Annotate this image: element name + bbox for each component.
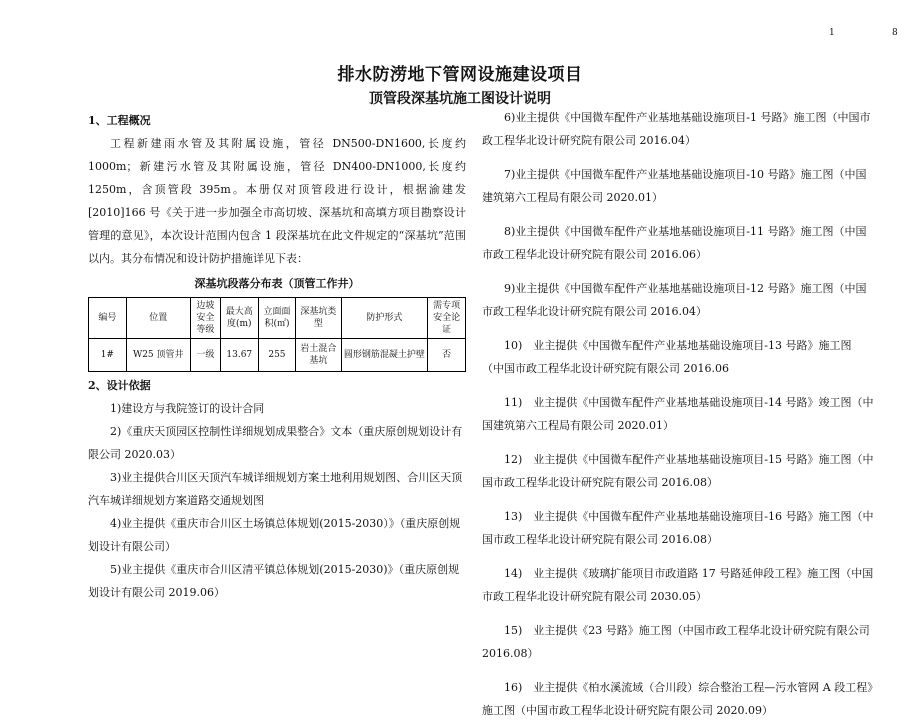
reference-item: 1)建设方与我院签订的设计合同 xyxy=(110,402,265,415)
section-1-heading: 1、工程概况 xyxy=(88,114,151,127)
reference-item: 14) 业主提供《玻璃扩能项目市政道路 17 号路延伸段工程》施工图（中国市政工程华北设计研究院有限公司 2030.05） xyxy=(482,567,874,603)
reference-item: 13) 业主提供《中国微车配件产业基地基础设施项目-16 号路》施工图（中国市政工程华北设计研究院有限公司 2016.08） xyxy=(482,510,874,546)
table-caption: 深基坑段落分布表（顶管工作井） xyxy=(194,277,360,290)
table-cell: 岩土混合基坑 xyxy=(296,339,341,372)
section-2-heading: 2、设计依据 xyxy=(88,379,151,392)
reference-item: 6)业主提供《中国微车配件产业基地基础设施项目-1 号路》施工图（中国市政工程华北设计研究院有限公司 2016.04） xyxy=(482,111,871,147)
table-cell: 圆形钢筋混凝土护壁 xyxy=(341,339,428,372)
document-subtitle: 顶管段深基坑施工图设计说明 xyxy=(369,91,551,107)
right-column xyxy=(482,106,874,722)
table-header-cell: 立面面积(㎡) xyxy=(258,298,296,339)
reference-item: 9)业主提供《中国微车配件产业基地基础设施项目-12 号路》施工图（中国市政工程华北设计研究院有限公司 2016.04） xyxy=(482,282,867,318)
table-cell: 255 xyxy=(258,339,296,372)
table-header-cell: 边坡安全等级 xyxy=(190,298,220,339)
table-cell: 一级 xyxy=(190,339,220,372)
table-cell: W25 顶管井 xyxy=(126,339,190,372)
table-cell: 13.67 xyxy=(220,339,258,372)
reference-item: 7)业主提供《中国微车配件产业基地基础设施项目-10 号路》施工图（中国建筑第六工程局有限公司 2020.01） xyxy=(482,168,867,204)
reference-item: 11) 业主提供《中国微车配件产业基地基础设施项目-14 号路》竣工图（中国建筑第六工程局有限公司 2020.01） xyxy=(482,396,874,432)
reference-item: 3)业主提供合川区天顶汽车城详细规划方案土地利用规划图、合川区天顶汽车城详细规划方案道路交通规划图 xyxy=(88,471,463,507)
reference-item: 10) 业主提供《中国微车配件产业基地基础设施项目-13 号路》施工图 （中国市政工程华北设计研究院有限公司 2016.06 xyxy=(482,339,863,375)
reference-item: 4)业主提供《重庆市合川区土场镇总体规划(2015-2030）》（重庆原创规划设计有限公司） xyxy=(88,517,461,553)
reference-item: 8)业主提供《中国微车配件产业基地基础设施项目-11 号路》施工图（中国市政工程华北设计研究院有限公司 2016.06） xyxy=(482,225,867,261)
table-header-cell: 最大高度(m) xyxy=(220,298,258,339)
page-number-right: 8 xyxy=(892,28,898,38)
document-title: 排水防涝地下管网设施建设项目 xyxy=(337,65,583,85)
section-1-paragraph: 工程新建雨水管及其附属设施，管径 DN500-DN1600,长度约 1000m；新建污水管及其附属设施，管径 DN400-DN1000,长度约 1250m，含顶管段 395m。本册仅对顶管段进行设计，根据渝建发[2010]166 号《关于进一步加强全市高切坡、深基坑和高填方项目勘察设计管理的意见》，本次设计范围内包含 1 段深基坑在此文件规定的“深基坑”范围以内。其分布情况和设计防护措施详见下表： xyxy=(88,137,466,265)
table-row xyxy=(89,339,466,372)
table-header-cell: 位置 xyxy=(126,298,190,339)
table-header-cell: 编号 xyxy=(89,298,127,339)
reference-item: 15) 业主提供《23 号路》施工图（中国市政工程华北设计研究院有限公司 2016.08） xyxy=(482,624,870,660)
reference-item: 12) 业主提供《中国微车配件产业基地基础设施项目-15 号路》施工图（中国市政工程华北设计研究院有限公司 2016.08） xyxy=(482,453,874,489)
reference-item: 2)《重庆天顶园区控制性详细规划成果整合》文本（重庆原创规划设计有限公司 2020.03） xyxy=(88,425,463,461)
table-header-cell: 深基坑类型 xyxy=(296,298,341,339)
deep-pit-table xyxy=(88,297,466,372)
table-header-cell: 防护形式 xyxy=(341,298,428,339)
table-cell: 1# xyxy=(89,339,127,372)
table-header-row xyxy=(89,298,466,339)
table-header-cell: 需专项安全论证 xyxy=(428,298,466,339)
reference-item: 5)业主提供《重庆市合川区清平镇总体规划(2015-2030)》（重庆原创规划设计有限公司 2019.06） xyxy=(88,563,460,599)
left-column xyxy=(88,109,466,604)
page-number-left: 1 xyxy=(829,28,835,38)
table-cell: 否 xyxy=(428,339,466,372)
reference-item: 16) 业主提供《柏水溪流域（合川段）综合整治工程—污水管网 A 段工程》施工图（中国市政工程华北设计研究院有限公司 2020.09） xyxy=(482,681,873,717)
